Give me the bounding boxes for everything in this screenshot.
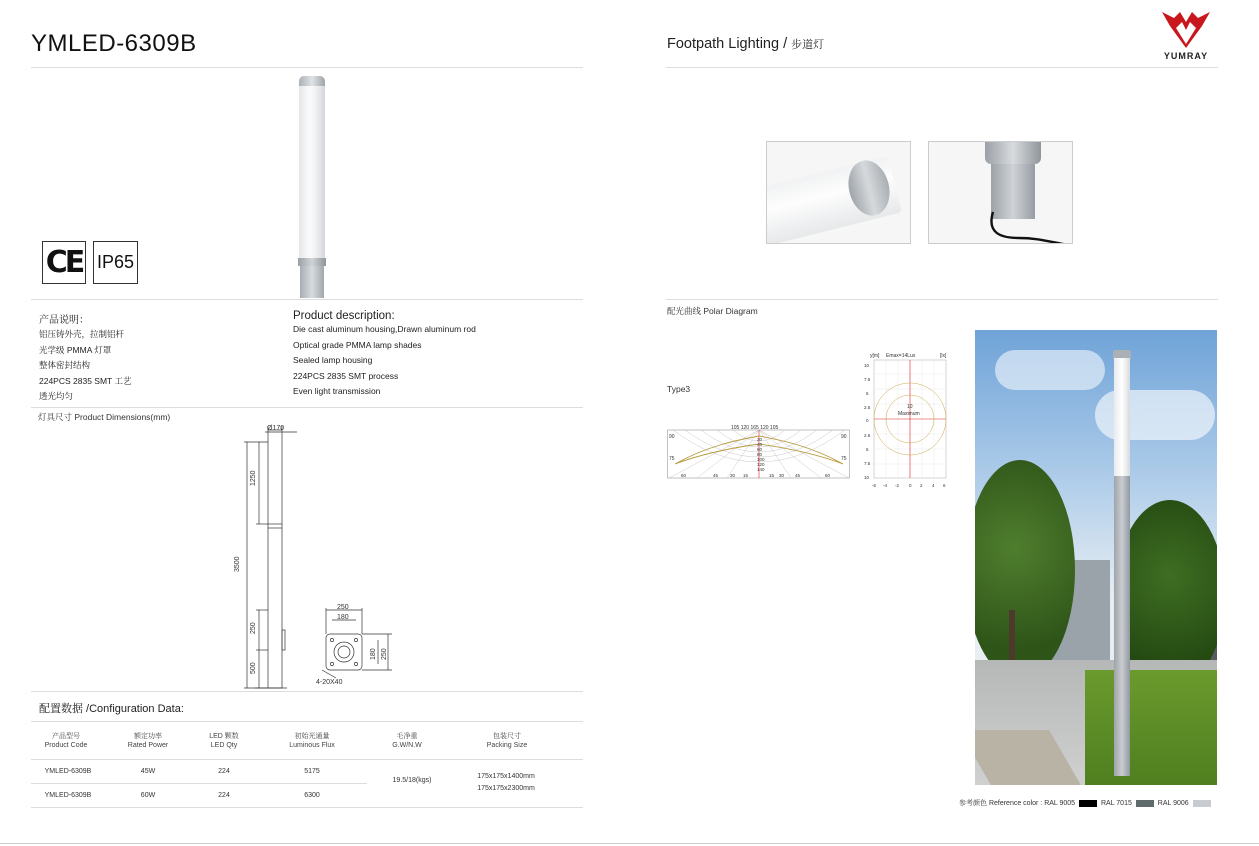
category-en: Footpath Lighting / bbox=[667, 36, 788, 52]
config-row-divider bbox=[31, 783, 367, 784]
polar-bottom-tick: 15 bbox=[769, 473, 775, 478]
detail-photo-base bbox=[928, 141, 1073, 244]
desc-cn-item: 光学级 PMMA 灯罩 bbox=[39, 344, 112, 355]
isolux-y-tick: 5 bbox=[866, 391, 869, 396]
polar-radial-label: 80 bbox=[757, 452, 763, 457]
polar-right-90: 90 bbox=[841, 434, 847, 440]
polar-bottom-tick: 45 bbox=[795, 473, 801, 478]
config-header-packing bbox=[472, 732, 542, 750]
scene-photo bbox=[975, 330, 1217, 785]
desc-divider-top bbox=[31, 299, 583, 300]
page-bottom-divider bbox=[0, 843, 1259, 844]
base-bolts: 4-20X40 bbox=[316, 679, 343, 686]
ral-name: RAL 7015 bbox=[1100, 800, 1132, 807]
polar-left-75: 75 bbox=[669, 456, 675, 462]
desc-en-item: Die cast aluminum housing,Drawn aluminum rod bbox=[293, 324, 476, 334]
desc-cn-list bbox=[39, 327, 131, 405]
desc-en-item: Optical grade PMMA lamp shades bbox=[293, 339, 422, 350]
isolux-y-tick: 5 bbox=[866, 447, 869, 452]
desc-en-item: Even light transmission bbox=[293, 386, 381, 396]
config-header-cn: 包装尺寸 bbox=[493, 733, 521, 740]
table-cell-code: YMLED-6309B bbox=[44, 768, 92, 775]
polar-bottom-tick: 45 bbox=[713, 473, 719, 478]
isolux-y-label: y[m] bbox=[870, 353, 880, 359]
isolux-center-value: 10 bbox=[907, 404, 913, 410]
category-heading bbox=[667, 36, 824, 52]
polar-bottom-tick: 15 bbox=[743, 473, 749, 478]
polar-bottom-tick: 60 bbox=[825, 473, 831, 478]
isolux-diagram bbox=[858, 350, 950, 490]
type-label: Type3 bbox=[667, 384, 691, 394]
config-header-en: Luminous Flux bbox=[289, 742, 335, 749]
isolux-emax: Emax=14Lux bbox=[886, 353, 916, 359]
cable-icon bbox=[929, 142, 1073, 244]
config-header-cn: 毛净重 bbox=[396, 733, 418, 740]
ral-swatch bbox=[1193, 800, 1211, 807]
logo-text: YUMRAY bbox=[1163, 51, 1209, 61]
config-header-en: LED Qty bbox=[210, 742, 238, 749]
config-header-power bbox=[113, 732, 183, 750]
table-cell-power: 60W bbox=[140, 792, 156, 799]
polar-right-75: 75 bbox=[841, 456, 847, 462]
config-header-weight bbox=[372, 732, 442, 750]
header-divider bbox=[31, 67, 583, 68]
ral-swatch bbox=[1136, 800, 1154, 807]
dim-top-diameter: Ø170 bbox=[267, 425, 285, 432]
ral-name: RAL 9006 bbox=[1157, 800, 1189, 807]
dim-3500: 3500 bbox=[234, 556, 241, 572]
reference-colors bbox=[959, 798, 1213, 808]
isolux-y-tick: 7.5 bbox=[864, 461, 871, 466]
isolux-x-tick: 0 bbox=[909, 483, 912, 488]
config-header-code bbox=[31, 732, 101, 750]
polar-bottom-tick: 30 bbox=[730, 473, 736, 478]
isolux-y-tick: 7.5 bbox=[864, 377, 871, 382]
base-height-180: 180 bbox=[370, 648, 377, 660]
config-divider-rows bbox=[31, 759, 583, 760]
config-header-en: G.W/N.W bbox=[392, 742, 422, 749]
table-cell-packing: 175x175x2300mm bbox=[477, 785, 535, 792]
table-cell-qty: 224 bbox=[218, 792, 230, 799]
dim-500: 500 bbox=[250, 662, 257, 674]
polar-radial-label: 20 bbox=[757, 437, 763, 442]
polar-left-90: 90 bbox=[669, 434, 675, 440]
isolux-x-tick: 2 bbox=[920, 483, 923, 488]
isolux-y-tick: 10 bbox=[864, 363, 870, 368]
table-cell-code: YMLED-6309B bbox=[44, 792, 92, 799]
polar-bottom-tick: 30 bbox=[779, 473, 785, 478]
ral-swatch bbox=[1079, 800, 1097, 807]
table-cell-weight: 19.5/18(kgs) bbox=[392, 777, 432, 784]
polar-radial-label: 100 bbox=[757, 457, 765, 462]
isolux-y-tick: 0 bbox=[866, 418, 869, 423]
ip-rating: IP65 bbox=[96, 252, 135, 272]
right-header-divider bbox=[666, 67, 1218, 68]
isolux-x-tick: 4 bbox=[932, 483, 935, 488]
isolux-y-tick: 2.5 bbox=[864, 405, 871, 410]
polar-bottom-tick: 60 bbox=[681, 473, 687, 478]
desc-cn-item: 透光均匀 bbox=[39, 391, 74, 401]
ce-badge bbox=[42, 241, 86, 284]
desc-en-title: Product description: bbox=[293, 310, 395, 322]
category-cn: 步道灯 bbox=[791, 39, 825, 51]
isolux-x-tick: -6 bbox=[872, 483, 877, 488]
desc-cn-item: 铝压铸外壳，拉制铝杆 bbox=[39, 329, 125, 339]
base-plate-drawing bbox=[312, 600, 398, 686]
isolux-y-tick: 10 bbox=[864, 475, 870, 480]
model-title: YMLED-6309B bbox=[31, 30, 197, 57]
config-header-en: Product Code bbox=[44, 742, 88, 749]
config-title: 配置数据 /Configuration Data: bbox=[39, 703, 184, 715]
table-cell-qty: 224 bbox=[218, 768, 230, 775]
base-height-250: 250 bbox=[381, 648, 388, 660]
isolux-center-label: Maximum bbox=[898, 411, 920, 417]
polar-radial-label: 40 bbox=[757, 442, 763, 447]
isolux-x-tick: -2 bbox=[895, 483, 900, 488]
desc-divider-bottom bbox=[31, 407, 583, 408]
config-header-cn: LED 颗数 bbox=[209, 733, 239, 740]
desc-en-item: 224PCS 2835 SMT process bbox=[293, 370, 399, 381]
isolux-y-tick: 2.5 bbox=[864, 433, 871, 438]
dimensions-title: 灯具尺寸 Product Dimensions(mm) bbox=[38, 412, 171, 422]
isolux-x-tick: -4 bbox=[883, 483, 888, 488]
polar-diagram bbox=[667, 424, 851, 480]
desc-en-list bbox=[293, 322, 476, 400]
desc-cn-item: 224PCS 2835 SMT 工艺 bbox=[39, 375, 132, 386]
table-cell-flux: 5175 bbox=[304, 768, 320, 775]
polar-radial-label: 140 bbox=[757, 467, 765, 472]
base-width-180: 180 bbox=[337, 614, 349, 621]
ce-mark: CE bbox=[45, 245, 83, 280]
config-header-en: Rated Power bbox=[127, 742, 169, 749]
config-divider-top bbox=[31, 691, 583, 692]
dim-250: 250 bbox=[250, 622, 257, 634]
polar-radial-label: 60 bbox=[757, 447, 763, 452]
desc-en-item: Sealed lamp housing bbox=[293, 355, 373, 365]
detail-photo-shade bbox=[766, 141, 911, 244]
table-cell-power: 45W bbox=[140, 768, 156, 775]
right-photo-divider bbox=[666, 299, 1218, 300]
yumray-logo bbox=[1152, 8, 1220, 64]
base-width-250: 250 bbox=[337, 604, 349, 611]
config-header-flux bbox=[272, 732, 352, 750]
config-divider-bottom bbox=[31, 807, 583, 808]
desc-cn-item: 整体密封结构 bbox=[39, 360, 91, 370]
config-header-en: Packing Size bbox=[486, 742, 528, 749]
config-header-cn: 产品型号 bbox=[52, 733, 80, 740]
reference-label: 参考颜色 Reference color : RAL 9005 bbox=[959, 800, 1076, 807]
config-header-qty bbox=[189, 732, 259, 750]
config-divider-header bbox=[31, 721, 583, 722]
table-cell-flux: 6300 bbox=[304, 792, 320, 799]
dim-1250: 1250 bbox=[250, 470, 257, 486]
config-header-cn: 初始光通量 bbox=[294, 733, 330, 740]
polar-top-ticks: 105 120 165 120 105 bbox=[731, 425, 779, 431]
polar-title: 配光曲线 Polar Diagram bbox=[667, 306, 758, 316]
yumray-logo-mark bbox=[1152, 8, 1220, 50]
ip65-badge bbox=[93, 241, 138, 284]
config-header-cn: 额定功率 bbox=[134, 733, 162, 740]
isolux-unit: [lx] bbox=[940, 353, 947, 359]
desc-cn-title: 产品说明： bbox=[39, 315, 89, 326]
lamp-product-image bbox=[297, 76, 327, 298]
isolux-x-tick: 6 bbox=[943, 483, 946, 488]
table-cell-packing: 175x175x1400mm bbox=[477, 773, 535, 780]
polar-radial-label: 120 bbox=[757, 462, 765, 467]
